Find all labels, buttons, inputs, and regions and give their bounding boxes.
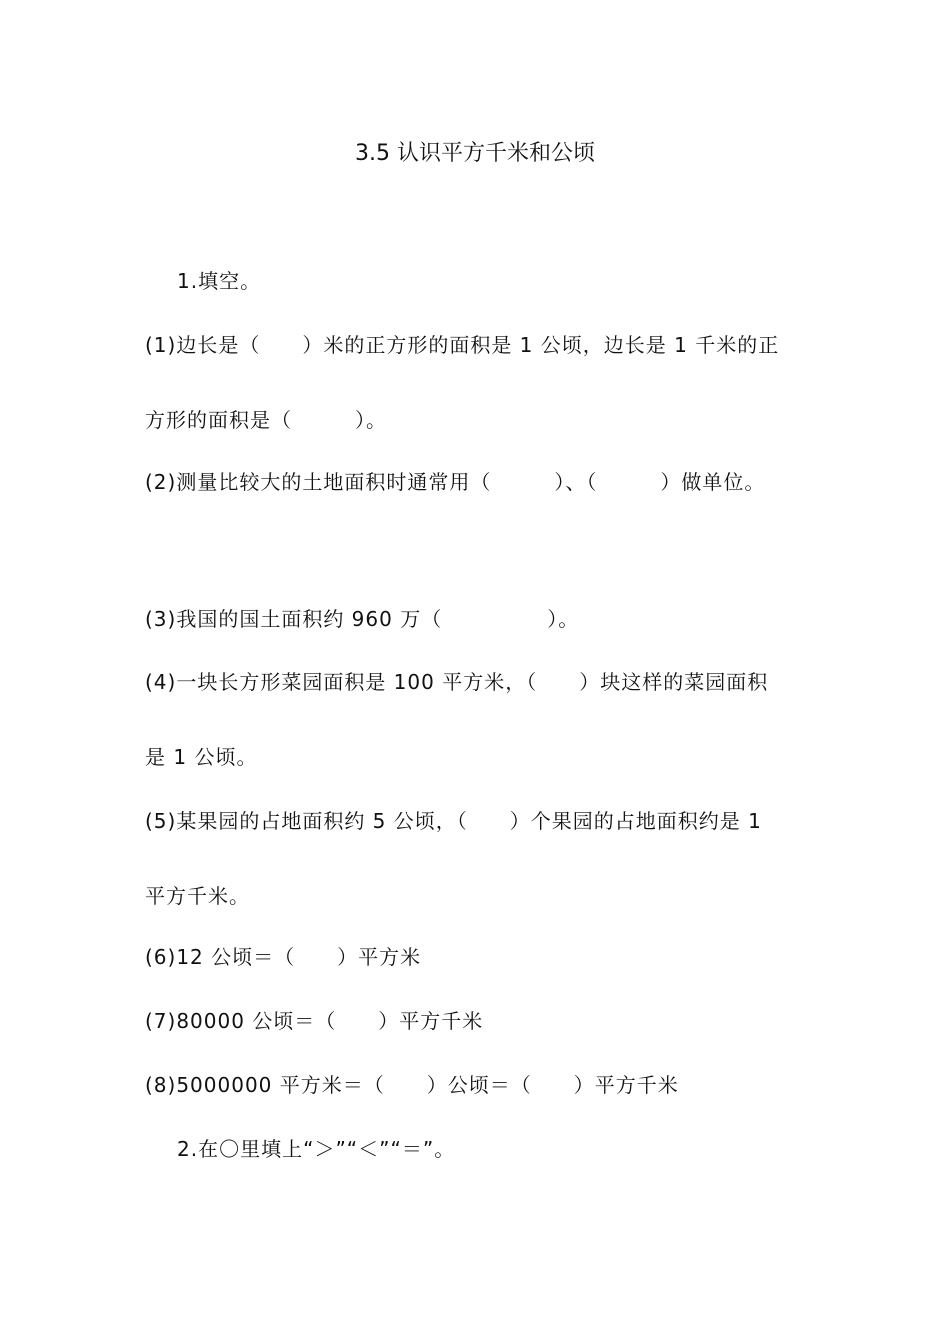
- page-title: 3.5 认识平方千米和公顷: [355, 141, 595, 166]
- question-5-line-1: (5)某果园的占地面积约 5 公顷，（ ）个果园的占地面积约是 1: [145, 809, 762, 833]
- question-4-line-1: (4)一块长方形菜园面积是 100 平方米，（ ）块这样的菜园面积: [145, 670, 769, 694]
- question-3: (3)我国的国土面积约 960 万（ ）。: [145, 607, 580, 631]
- question-6: (6)12 公顷＝（ ）平方米: [145, 945, 422, 969]
- question-1-line-2: 方形的面积是（ ）。: [145, 408, 387, 432]
- question-5-line-2: 平方千米。: [145, 884, 250, 908]
- question-7: (7)80000 公顷＝（ ）平方千米: [145, 1009, 484, 1033]
- question-2: (2)测量比较大的土地面积时通常用（ ）、（ ）做单位。: [145, 470, 766, 494]
- question-1-line-1: (1)边长是（ ）米的正方形的面积是 1 公顷，边长是 1 千米的正: [145, 333, 780, 357]
- section-1-heading: 1.填空。: [177, 269, 262, 293]
- question-8: (8)5000000 平方米＝（ ）公顷＝（ ）平方千米: [145, 1073, 679, 1097]
- question-4-line-2: 是 1 公顷。: [145, 745, 258, 769]
- section-2-heading: 2.在〇里填上“＞”“＜”“＝”。: [177, 1137, 456, 1161]
